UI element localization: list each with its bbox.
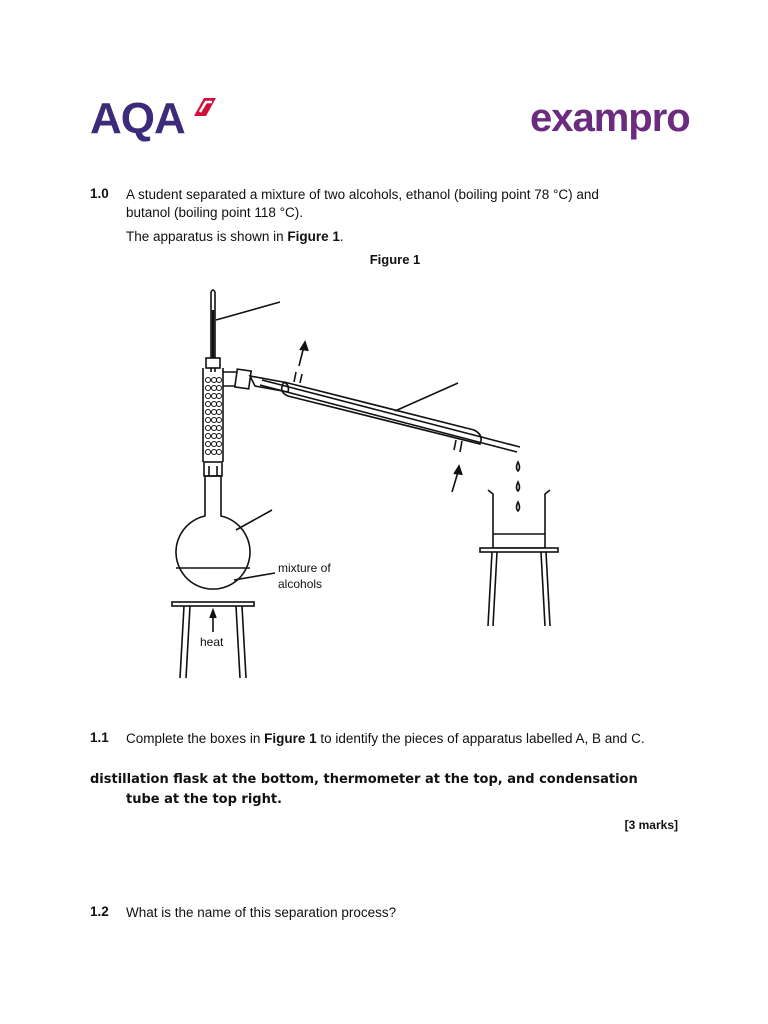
answer-line2: tube at the top right.	[126, 792, 282, 807]
question-text-1-0-line1: A student separated a mixture of two alcohols, ethanol (boiling point 78 °C) and	[126, 187, 599, 202]
question-number-1-2: 1.2	[90, 904, 109, 919]
round-bottom-flask	[176, 476, 250, 589]
question-text-1-0-line2: butanol (boiling point 118 °C).	[126, 205, 304, 220]
beaker	[488, 490, 550, 548]
question-number-1-1: 1.1	[90, 730, 109, 745]
q1-1-figure-ref: Figure 1	[264, 731, 317, 746]
exampro-logo: exampro	[530, 96, 690, 140]
apparatus-prefix: The apparatus is shown in	[126, 229, 288, 244]
top-stopper	[206, 358, 220, 368]
label-line-flask	[236, 510, 272, 530]
column-beads	[206, 378, 222, 455]
answer-line1: distillation flask at the bottom, thermometer at the top, and condensation	[90, 772, 638, 787]
aqa-logo: AQA	[90, 94, 185, 143]
figure-reference: Figure 1	[287, 229, 340, 244]
question-text-1-2: What is the name of this separation process?	[126, 905, 397, 920]
label-mixture-line1: mixture of	[278, 561, 331, 575]
water-in-arrow-head	[454, 466, 462, 475]
side-stopper	[235, 369, 251, 389]
label-line-thermometer	[216, 302, 280, 320]
water-in-arrow	[452, 472, 458, 492]
aqa-leaf-icon	[190, 94, 220, 124]
apparatus-sentence	[126, 228, 344, 246]
q1-1-prefix: Complete the boxes in	[126, 731, 265, 746]
question-text-1-1	[126, 730, 645, 748]
distillation-apparatus-figure	[0, 280, 768, 700]
marks-label: [3 marks]	[624, 818, 678, 832]
figure-title: Figure 1	[369, 252, 421, 267]
label-heat: heat	[200, 635, 224, 649]
right-tripod	[480, 548, 558, 626]
flask-stopper	[204, 462, 222, 476]
label-mixture-line2: alcohols	[278, 577, 323, 591]
apparatus-suffix: .	[339, 229, 344, 244]
question-number-1-0: 1.0	[90, 186, 109, 201]
water-out-arrow-head	[300, 342, 308, 351]
q1-1-suffix: to identify the pieces of apparatus labelled A, B and C.	[316, 731, 645, 746]
label-line-condenser	[395, 383, 458, 411]
answer-text	[90, 770, 690, 810]
droplets	[517, 462, 520, 511]
heat-arrow-head	[210, 610, 216, 618]
condenser	[250, 372, 520, 452]
